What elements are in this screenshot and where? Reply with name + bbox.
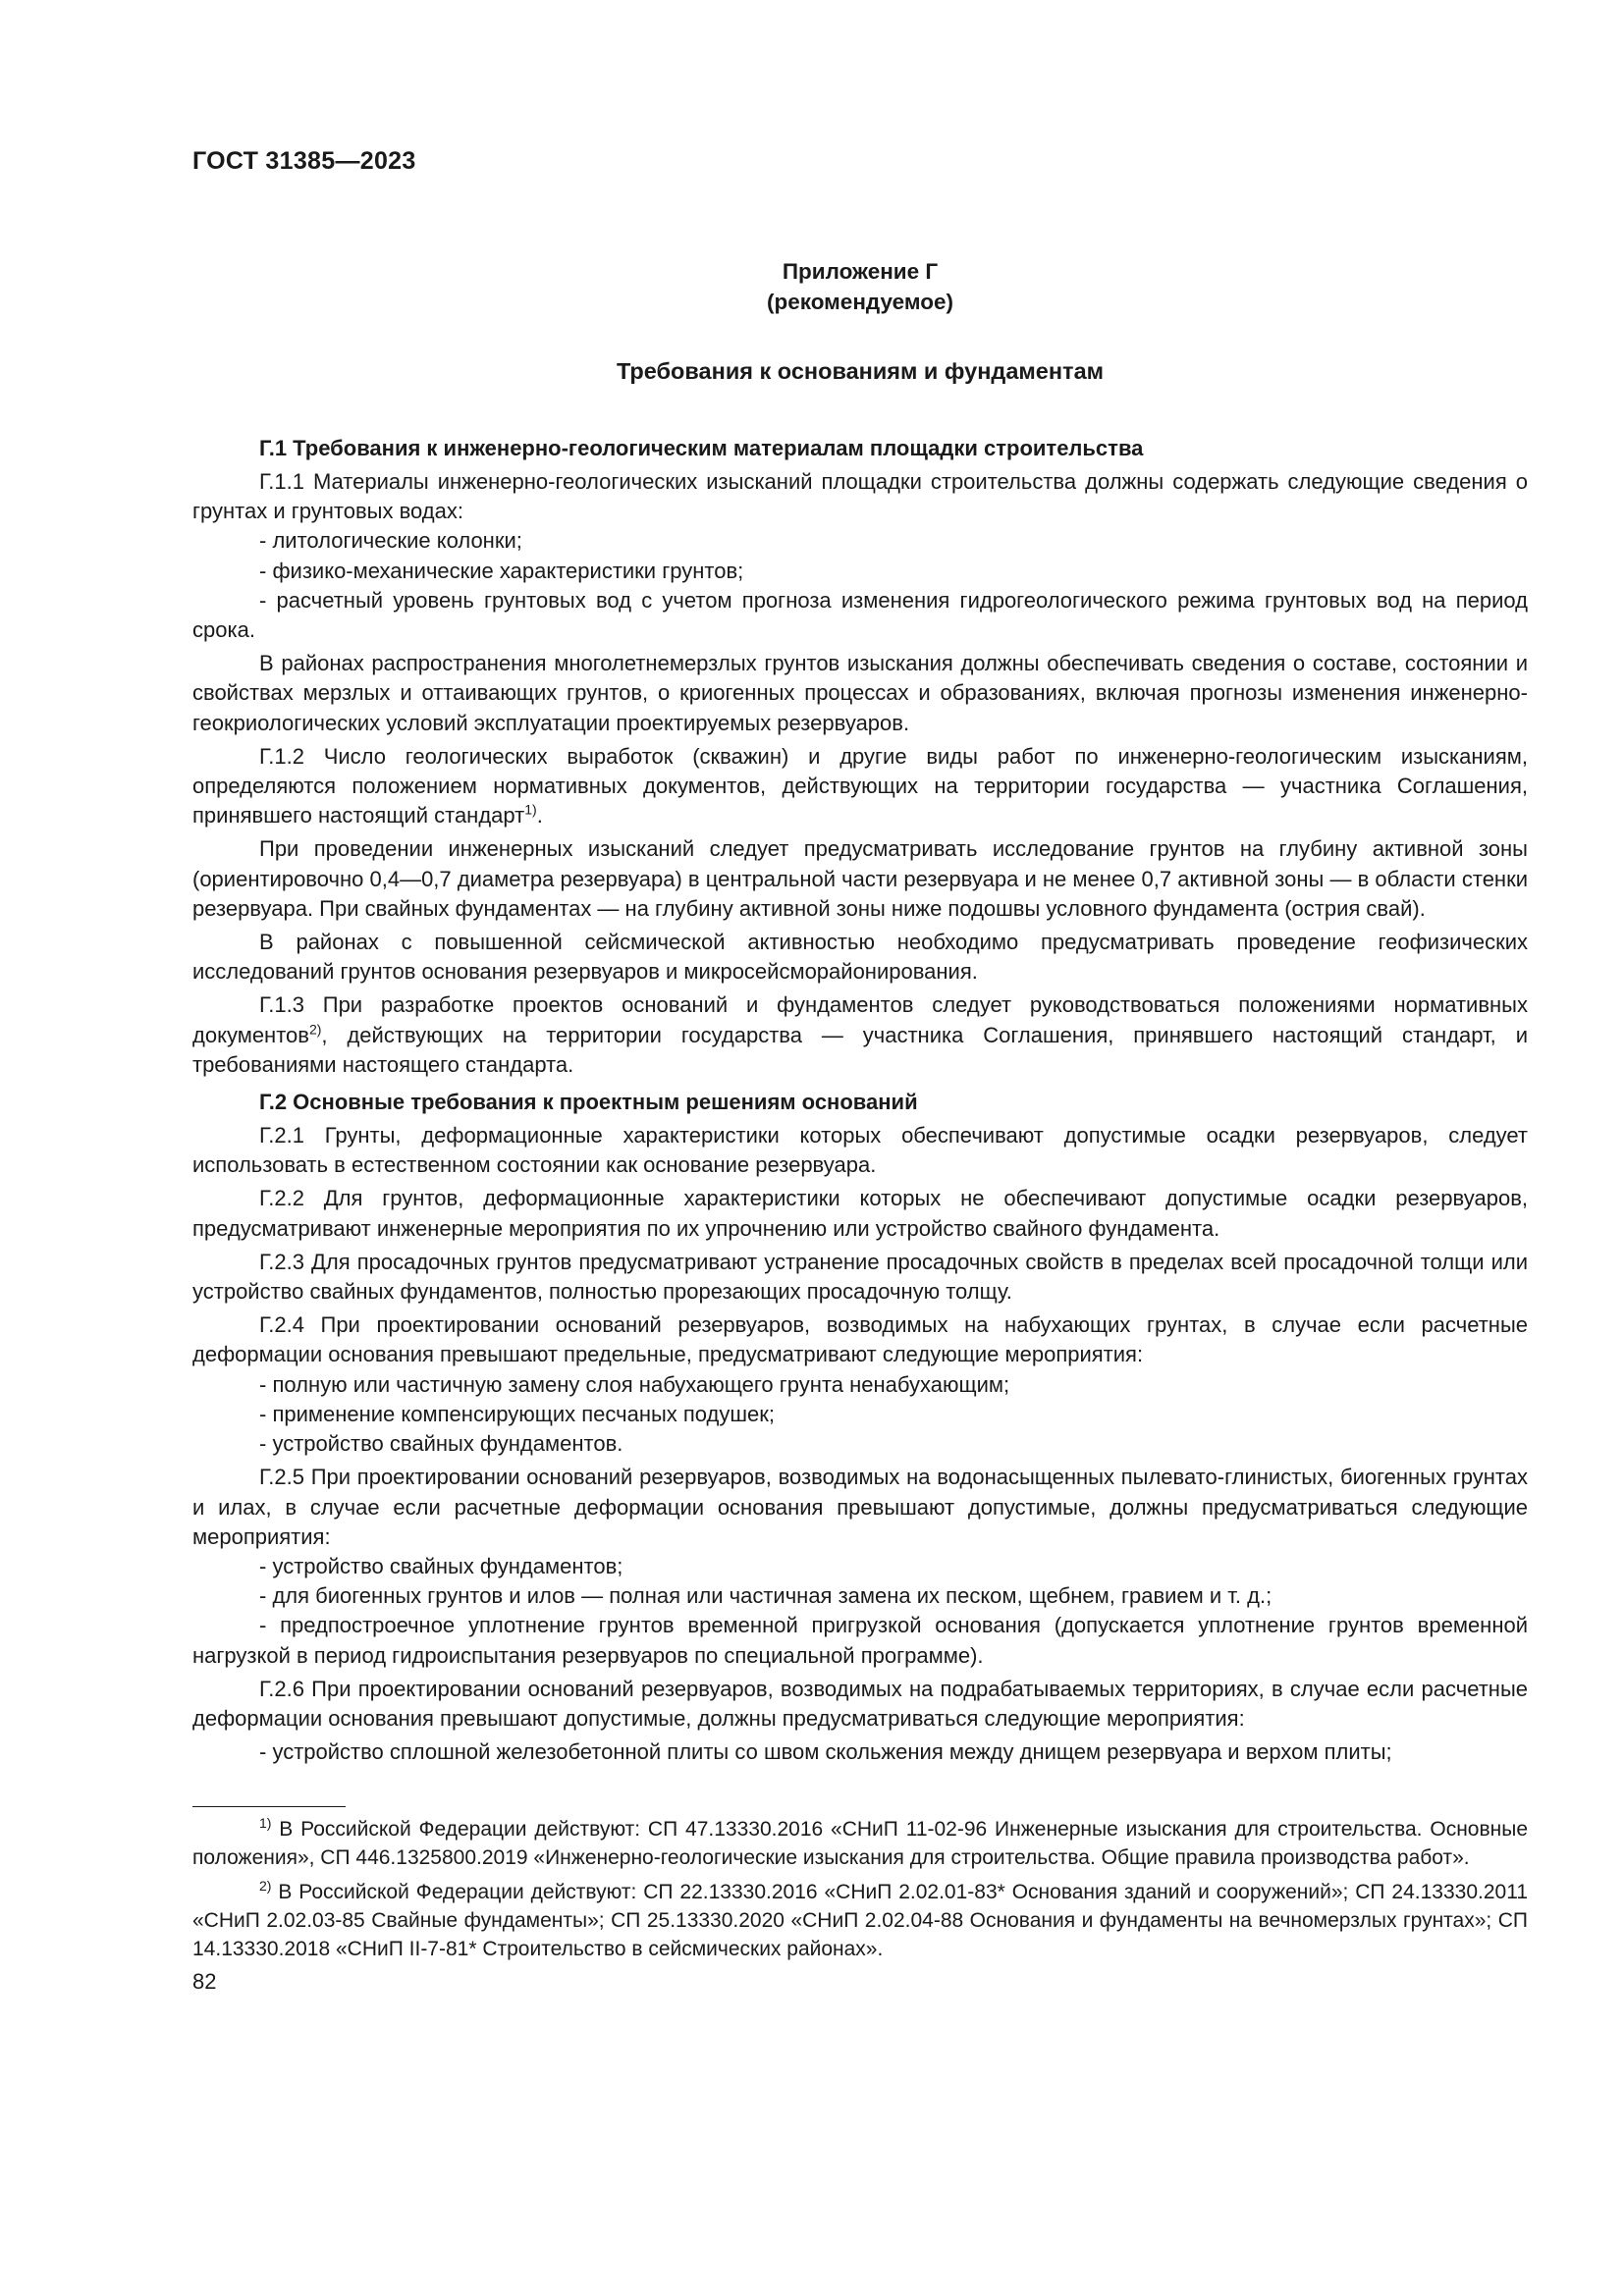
paragraph-seismic: В районах с повышенной сейсмической активностью необходимо предусматривать проведение геофизических исследований грунтов основания резервуаров и микросейсморайонирования.	[192, 930, 1528, 985]
appendix-label: Приложение Г	[782, 259, 939, 284]
paragraph-text: Г.1.3 При разработке проектов оснований и фундаментов следует руководствоваться положениями нормативных документов	[192, 992, 1528, 1047]
footnote-mark: 1)	[259, 1815, 272, 1832]
paragraph-g2-6: Г.2.6 При проектировании оснований резервуаров, возводимых на подрабатываемых территориях, в случае если расчетные деформации основания превышают допустимые, должны предусматриваться следующие мероприятия:	[192, 1676, 1528, 1731]
list-item: - применение компенсирующих песчаных подушек;	[259, 1401, 776, 1426]
section-heading-g2: Г.2 Основные требования к проектным решениям оснований	[259, 1090, 918, 1115]
footnote-ref-1: 1)	[524, 801, 537, 818]
list-item: - литологические колонки;	[259, 528, 522, 554]
document-page	[192, 147, 1528, 1995]
paragraph-end: .	[536, 803, 543, 828]
section-heading-g1: Г.1 Требования к инженерно-геологическим материалам площадки строительства	[259, 436, 1144, 460]
list-item: - расчетный уровень грунтовых вод с учетом прогноза изменения гидрогеологического режима грунтовых вод на период срока.	[192, 587, 1528, 643]
footnote-separator	[192, 1806, 346, 1807]
list-item: - устройство свайных фундаментов;	[259, 1553, 623, 1578]
list-item: - для биогенных грунтов и илов — полная или частичная замена их песком, щебнем, гравием и т. д.;	[259, 1583, 1272, 1609]
page-number: 82	[192, 1969, 217, 1995]
paragraph-g2-1: Г.2.1 Грунты, деформационные характеристики которых обеспечивают допустимые осадки резервуаров, следует использовать в естественном состоянии как основание резервуара.	[192, 1123, 1528, 1178]
paragraph-g2-3: Г.2.3 Для просадочных грунтов предусматривают устранение просадочных свойств в пределах всей просадочной толщи или устройство свайных фундаментов, полностью прорезающих просадочную толщу.	[192, 1249, 1528, 1305]
appendix-title: Требования к основаниям и фундаментам	[616, 358, 1105, 384]
footnote-2	[192, 1878, 1528, 1963]
list-item: - физико-механические характеристики грунтов;	[259, 558, 744, 583]
paragraph-g1-1: Г.1.1 Материалы инженерно-геологических изысканий площадки строительства должны содержать следующие сведения о грунтах и грунтовых водах:	[192, 469, 1528, 524]
footnotes	[192, 1815, 1528, 1963]
paragraph-g1-2	[192, 742, 1528, 831]
list-item: - предпостроечное уплотнение грунтов временной пригрузкой основания (допускается уплотнение грунтов временной нагрузкой в период гидроиспытания резервуаров по специальной программе).	[192, 1613, 1528, 1668]
paragraph-g1-3	[192, 990, 1528, 1080]
paragraph-g2-5: Г.2.5 При проектировании оснований резервуаров, возводимых на водонасыщенных пылевато-глинистых, биогенных грунтах и илах, в случае если расчетные деформации основания превышают допустимые, должны предусматриваться следующие мероприятия:	[192, 1465, 1528, 1549]
paragraph-text: Г.1.2 Число геологических выработок (скважин) и другие виды работ по инженерно-геологическим изысканиям, определяются положением нормативных документов, действующих на территории государства — участника Соглашения, принявшего настоящий стандарт	[192, 743, 1528, 828]
paragraph-permafrost: В районах распространения многолетнемерзлых грунтов изыскания должны обеспечивать сведения о составе, состоянии и свойствах мерзлых и оттаивающих грунтов, о криогенных процессах и образованиях, включая прогнозы изменения инженерно-геокриологических условий эксплуатации проектируемых резервуаров.	[192, 651, 1528, 735]
list-item: - устройство сплошной железобетонной плиты со швом скольжения между днищем резервуара и верхом плиты;	[259, 1739, 1392, 1765]
list-item: - полную или частичную замену слоя набухающего грунта ненабухающим;	[259, 1371, 1010, 1397]
footnote-text: В Российской Федерации действуют: СП 22.13330.2016 «СНиП 2.02.01-83* Основания зданий и сооружений»; СП 24.13330.2011 «СНиП 2.02.03-85 Свайные фундаменты»; СП 25.13330.2020 «СНиП 2.02.04-88 Основания и фундаменты на вечномерзлых грунтах»; СП 14.13330.2018 «СНиП II-7-81* Строительство в сейсмических районах».	[192, 1881, 1528, 1961]
appendix-status: (рекомендуемое)	[767, 290, 953, 314]
footnote-text: В Российской Федерации действуют: СП 47.13330.2016 «СНиП 11-02-96 Инженерные изыскания для строительства. Основные положения», СП 446.1325800.2019 «Инженерно-геологические изыскания для строительства. Общие правила производства работ».	[192, 1818, 1528, 1870]
footnote-mark: 2)	[259, 1878, 272, 1895]
paragraph-g2-4: Г.2.4 При проектировании оснований резервуаров, возводимых на набухающих грунтах, в случае если расчетные деформации основания превышают предельные, предусматривают следующие мероприятия:	[192, 1312, 1528, 1367]
paragraph-text: , действующих на территории государства — участника Соглашения, принявшего настоящий стандарт, и требованиями настоящего стандарта.	[192, 1022, 1528, 1077]
list-item: - устройство свайных фундаментов.	[259, 1431, 623, 1457]
footnote-1	[192, 1815, 1528, 1872]
paragraph-g2-2: Г.2.2 Для грунтов, деформационные характеристики которых не обеспечивают допустимые осадки резервуаров, предусматривают инженерные мероприятия по их упрочнению или устройство свайного фундамента.	[192, 1186, 1528, 1241]
paragraph-active-zone: При проведении инженерных изысканий следует предусматривать исследование грунтов на глубину активной зоны (ориентировочно 0,4—0,7 диаметра резервуара) в центральной части резервуара и не менее 0,7 активной зоны — в области стенки резервуара. При свайных фундаментах — на глубину активной зоны ниже подошвы условного фундамента (острия свай).	[192, 836, 1528, 921]
footnote-ref-2: 2)	[308, 1021, 322, 1038]
standard-number: ГОСТ 31385—2023	[192, 147, 416, 175]
